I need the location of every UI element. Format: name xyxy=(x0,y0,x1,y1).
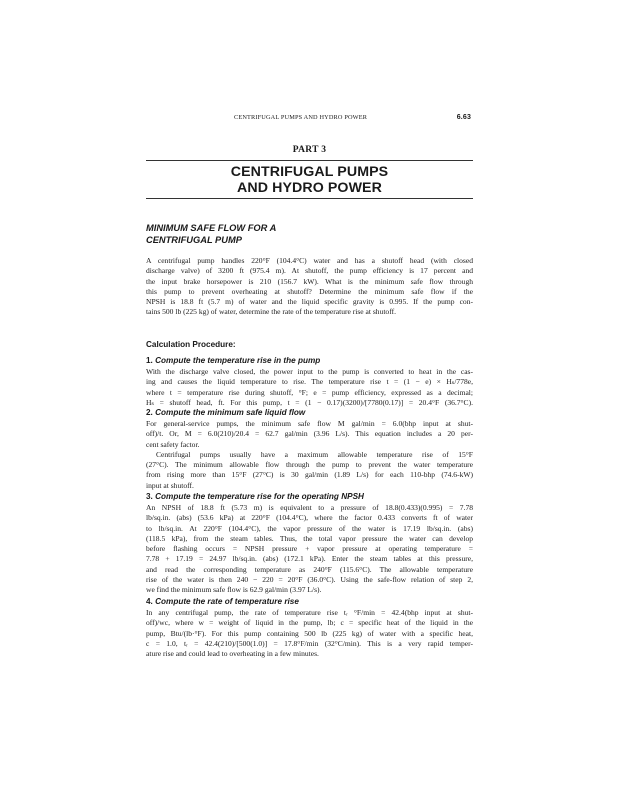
part-title-line-1: CENTRIFUGAL PUMPS xyxy=(230,164,389,180)
step-title: Compute the rate of temperature rise xyxy=(155,597,299,606)
step-1-heading xyxy=(146,356,320,365)
intro-line: this pump to prevent overheating at shutoff? Determine the minimum safe flow if the xyxy=(146,286,473,296)
step-line: and read the corresponding temperature as 240°F (115.6°C). The allowable temperature xyxy=(146,564,473,574)
section-title xyxy=(146,223,473,246)
part-bottom-rule xyxy=(146,198,473,199)
step-line: pump, Btu/(lb·°F). For this pump containing 500 lb (225 kg) of water with a specific heat, xyxy=(146,628,473,638)
step-line: In any centrifugal pump, the rate of temperature rise tᵣ °F/min = 42.4(bhp input at shut- xyxy=(146,608,473,617)
step-2-heading xyxy=(146,408,305,417)
step-line: With the discharge valve closed, the power input to the pump is converted to heat in the cas- xyxy=(146,367,473,376)
intro-line: the input brake horsepower is 210 (156.7 kW). What is the minimum safe flow through xyxy=(146,276,473,286)
step-line: ing and causes the liquid temperature to rise. The temperature rise t = (1 − e) × Hₛ/778e, xyxy=(146,377,473,387)
page-number: 6.63 xyxy=(456,113,471,121)
step-line: we find the minimum safe flow is 62.9 gal/min (3.97 L/s). xyxy=(146,585,322,595)
step-line: off)/t. Or, M = 6.0(210)/20.4 = 62.7 gal/min (3.96 L/s). This equation includes a 20 per- xyxy=(146,429,473,439)
step-2-body xyxy=(146,419,473,491)
step-number: 4. xyxy=(146,597,153,606)
part-title-line-2: AND HYDRO POWER xyxy=(237,180,382,196)
intro-line: A centrifugal pump handles 220°F (104.4°C) water and has a shutoff head (with closed xyxy=(146,256,473,265)
step-number: 3. xyxy=(146,492,153,501)
step-title: Compute the temperature rise for the operating NPSH xyxy=(155,492,364,501)
step-line: cent safety factor. xyxy=(146,439,200,449)
step-line: input at shutoff. xyxy=(146,480,194,490)
step-line: (27°C). The minimum allowable flow through the pump to prevent the water temperature xyxy=(146,460,473,470)
section-title-line-1: MINIMUM SAFE FLOW FOR A xyxy=(146,223,277,233)
step-number: 1. xyxy=(146,356,153,365)
step-line: c = 1.0, tᵣ = 42.4(210)/[500(1.0)] = 17.8°F/min (32°C/min). This is a very rapid temper- xyxy=(146,638,473,648)
intro-line: discharge valve) of 3200 ft (975.4 m). At shutoff, the pump efficiency is 17 percent and xyxy=(146,266,473,276)
step-line: off)/wc, where w = weight of liquid in the pump, lb; c = specific heat of the liquid in the xyxy=(146,618,473,628)
step-3-body xyxy=(146,503,473,596)
intro-line: tains 500 lb (225 kg) of water, determine the rate of the temperature rise at shutoff. xyxy=(146,307,396,317)
part-label: PART 3 xyxy=(292,145,327,155)
procedure-heading: Calculation Procedure: xyxy=(146,340,236,349)
step-line: For general-service pumps, the minimum safe flow M gal/min = 6.0(bhp input at shut- xyxy=(146,419,473,428)
step-3-heading xyxy=(146,492,364,501)
part-title xyxy=(146,164,473,196)
step-title: Compute the minimum safe liquid flow xyxy=(155,408,306,417)
step-line: rise of the water is then 240 − 220 = 20°F (36.0°C). Using the safe-flow relation of step 2, xyxy=(146,575,473,585)
step-line: before flashing occurs = NPSH pressure + vapor pressure at operating temperature = xyxy=(146,544,473,554)
step-4-heading xyxy=(146,597,299,606)
running-head-title: CENTRIFUGAL PUMPS AND HYDRO POWER xyxy=(234,114,368,121)
step-line: 7.78 + 17.19 = 24.97 lb/sq.in. (abs) (172.1 kPa). Enter the steam tables at this pressure, xyxy=(146,554,473,564)
step-line: from rising more than 15°F (27°C) is 30 gal/min (1.89 L/s) for each 110-bhp (74.6-kW) xyxy=(146,470,473,480)
step-line: Hₛ = shutoff head, ft. For this pump, t = (1 − 0.17)(3200)/[7780(0.17)] = 20.4°F (36.7°C). xyxy=(146,397,473,407)
step-line: Centrifugal pumps usually have a maximum allowable temperature rise of 15°F xyxy=(156,449,473,459)
section-title-line-2: CENTRIFUGAL PUMP xyxy=(146,234,242,245)
step-line: (118.5 kPa), from the steam tables. Thus, the total vapor pressure the water can develop xyxy=(146,533,473,543)
step-line: lb/sq.in. (abs) (53.6 kPa) at 220°F (104.4°C), where the factor 0.433 converts ft of water xyxy=(146,513,473,523)
step-4-body xyxy=(146,608,473,659)
intro-line: NPSH is 18.8 ft (5.7 m) of water and the liquid specific gravity is 0.995. If the pump con- xyxy=(146,297,473,307)
step-line: where t = temperature rise during shutoff, °F; e = pump efficiency, expressed as a decimal; xyxy=(146,387,473,397)
step-line: to lb/sq.in. At 220°F (104.4°C), the vapor pressure of the water is 17.19 lb/sq.in. (abs) xyxy=(146,523,473,533)
step-title: Compute the temperature rise in the pump xyxy=(155,356,321,365)
step-line: ature rise and could lead to overheating in a few minutes. xyxy=(146,649,319,659)
intro-paragraph xyxy=(146,256,473,318)
step-number: 2. xyxy=(146,408,153,417)
step-1-body xyxy=(146,367,473,408)
step-line: An NPSH of 18.8 ft (5.73 m) is equivalent to a pressure of 18.8(0.433)(0.995) = 7.78 xyxy=(146,503,473,512)
part-top-rule xyxy=(146,160,473,161)
